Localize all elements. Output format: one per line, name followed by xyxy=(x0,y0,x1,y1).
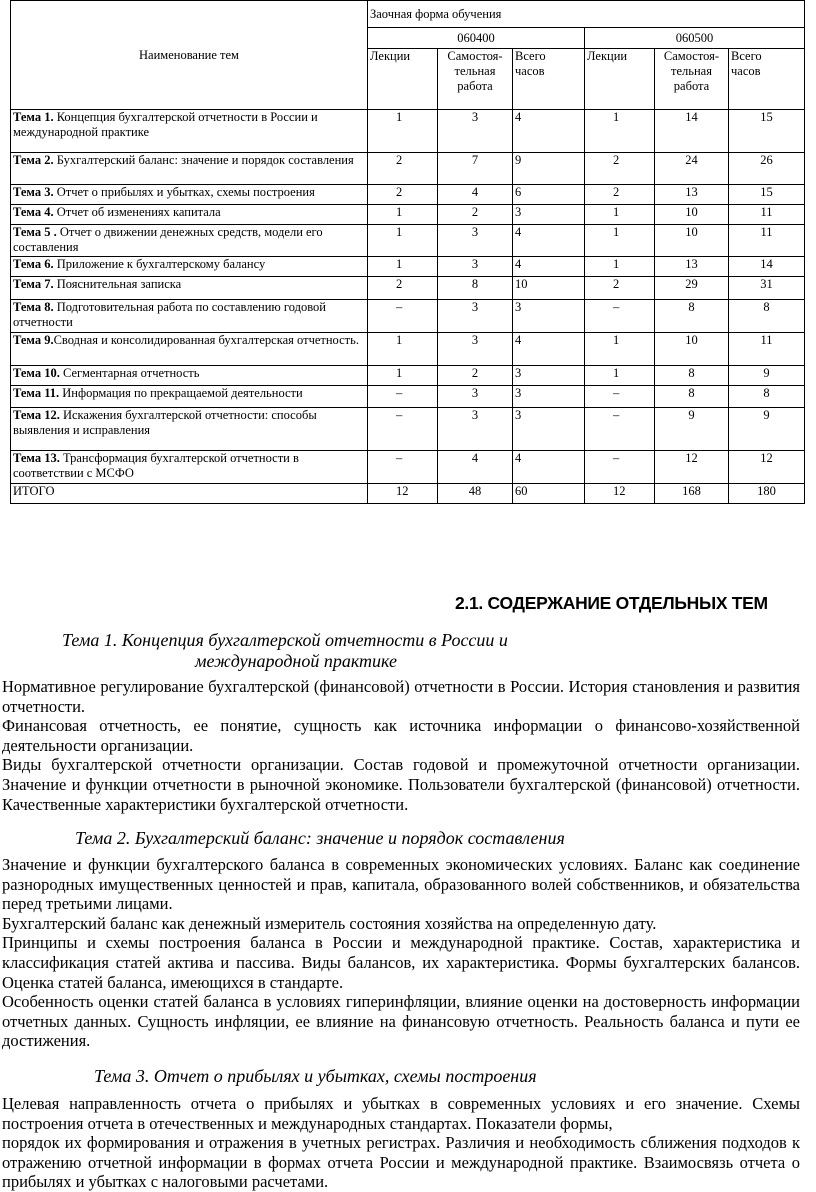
header-study-form: Заочная форма обучения xyxy=(368,1,805,28)
hours-cell: 8 xyxy=(655,300,729,333)
topic-title: Пояснительная записка xyxy=(53,277,182,291)
topic1-title-line2: международной практике xyxy=(195,651,397,671)
hours-cell: 3 xyxy=(438,408,513,451)
hours-cell: 4 xyxy=(513,451,585,484)
topic-number: Тема 3. xyxy=(13,185,54,199)
hours-cell: 4 xyxy=(513,333,585,366)
hours-cell: 1 xyxy=(585,205,655,225)
header-topic-name: Наименование тем xyxy=(11,1,368,110)
hours-cell: 29 xyxy=(655,277,729,300)
paragraph: Финансовая отчетность, ее понятие, сущность как источника информации о финансово-хозяйственной деятельности организации. xyxy=(2,716,800,755)
table-row xyxy=(11,386,805,408)
hours-cell: 31 xyxy=(729,277,805,300)
topic-name-cell xyxy=(11,225,368,257)
hours-table xyxy=(10,0,805,504)
header-self-study: Самостоя- тельная работа xyxy=(655,49,729,110)
header-total-hours: Всего часов xyxy=(729,49,805,110)
topic-number: Тема 4. xyxy=(13,205,54,219)
hours-cell: 3 xyxy=(438,300,513,333)
hours-cell: – xyxy=(368,300,438,333)
hours-cell: – xyxy=(368,451,438,484)
paragraph: порядок их формирования и отражения в учетных регистрах. Различия и необходимость сближения подходов к отражению отчетной информации в формах отчета России и международной практике. Взаимосвязь отчета о прибылях и убытках с налоговыми расчетами. xyxy=(2,1133,800,1192)
hours-cell: 3 xyxy=(438,333,513,366)
topic-number: Тема 2. xyxy=(13,153,54,167)
hours-cell: 12 xyxy=(729,451,805,484)
table-row xyxy=(11,333,805,366)
total-hours-cell: 48 xyxy=(438,484,513,504)
hours-cell: 1 xyxy=(585,257,655,277)
header-lectures: Лекции xyxy=(585,49,655,110)
topic-name-cell xyxy=(11,110,368,153)
hours-cell: 10 xyxy=(655,205,729,225)
paragraph: Целевая направленность отчета о прибылях и убытках в современных условиях и его значение. Схемы построения отчета в отечественных и международных стандартах. Показатели формы, xyxy=(2,1094,800,1133)
hours-cell: 8 xyxy=(655,366,729,386)
header-total-hours: Всего часов xyxy=(513,49,585,110)
hours-cell: 13 xyxy=(655,185,729,205)
topic1-body xyxy=(2,677,800,814)
hours-cell: – xyxy=(585,408,655,451)
hours-cell: 10 xyxy=(513,277,585,300)
topic-number: Тема 8. xyxy=(13,300,54,314)
table-row xyxy=(11,153,805,185)
topic-title: Сегментарная отчетность xyxy=(59,366,200,380)
total-label: ИТОГО xyxy=(11,484,368,504)
topic-name-cell xyxy=(11,277,368,300)
topic-title: Бухгалтерский баланс: значение и порядок составления xyxy=(53,153,354,167)
topic1-title-line1: Тема 1. Концепция бухгалтерской отчетности в России и xyxy=(62,630,508,650)
hours-cell: 3 xyxy=(513,408,585,451)
table-row xyxy=(11,408,805,451)
topic2-body xyxy=(2,855,800,1051)
hours-cell: 3 xyxy=(438,110,513,153)
hours-cell: 4 xyxy=(438,185,513,205)
topic-number: Тема 1. xyxy=(13,110,54,124)
table-row xyxy=(11,300,805,333)
hours-cell: 2 xyxy=(368,153,438,185)
hours-cell: 12 xyxy=(655,451,729,484)
topic-number: Тема 12. xyxy=(13,408,60,422)
hours-cell: 8 xyxy=(438,277,513,300)
hours-cell: 11 xyxy=(729,225,805,257)
topic-name-cell xyxy=(11,451,368,484)
topic-title: Искажения бухгалтерской отчетности: способы выявления и исправления xyxy=(13,408,317,437)
paragraph: Нормативное регулирование бухгалтерской (финансовой) отчетности в России. История становления и развития отчетности. xyxy=(2,677,800,716)
hours-cell: 11 xyxy=(729,333,805,366)
topic3-title: Тема 3. Отчет о прибылях и убытках, схемы построения xyxy=(94,1066,537,1086)
topic-name-cell xyxy=(11,408,368,451)
table-row xyxy=(11,451,805,484)
hours-cell: 2 xyxy=(585,185,655,205)
hours-cell: 10 xyxy=(655,333,729,366)
hours-cell: 2 xyxy=(585,277,655,300)
hours-cell: 8 xyxy=(729,386,805,408)
hours-cell: 1 xyxy=(368,225,438,257)
hours-cell: – xyxy=(585,451,655,484)
hours-cell: 24 xyxy=(655,153,729,185)
table-row xyxy=(11,225,805,257)
hours-cell: 26 xyxy=(729,153,805,185)
topic1-title xyxy=(62,630,582,672)
topic-title: Отчет об изменениях капитала xyxy=(53,205,221,219)
topic2-title: Тема 2. Бухгалтерский баланс: значение и порядок составления xyxy=(75,828,565,848)
topic-number: Тема 13. xyxy=(13,451,60,465)
hours-cell: 8 xyxy=(655,386,729,408)
topic-name-cell xyxy=(11,257,368,277)
topic-title: Информация по прекращаемой деятельности xyxy=(59,386,303,400)
hours-cell: 3 xyxy=(513,366,585,386)
total-row xyxy=(11,484,805,504)
topic-title: Подготовительная работа по составлению годовой отчетности xyxy=(13,300,326,329)
topic-number: Тема 7. xyxy=(13,277,54,291)
hours-cell: 3 xyxy=(513,205,585,225)
hours-cell: 14 xyxy=(729,257,805,277)
hours-cell: 9 xyxy=(655,408,729,451)
hours-cell: 1 xyxy=(368,366,438,386)
hours-cell: 1 xyxy=(368,110,438,153)
section-title: 2.1. СОДЕРЖАНИЕ ОТДЕЛЬНЫХ ТЕМ xyxy=(455,593,768,613)
hours-cell: 3 xyxy=(438,225,513,257)
table-row xyxy=(11,277,805,300)
topic-title: Трансформация бухгалтерской отчетности в соответствии с МСФО xyxy=(13,451,299,480)
header-code-1: 060400 xyxy=(368,28,585,49)
hours-cell: 3 xyxy=(513,300,585,333)
paragraph: Особенность оценки статей баланса в условиях гиперинфляции, влияние оценки на достоверность информации отчетных данных. Сущность инфляции, ее влияние на финансовую отчетность. Реальность баланса и пути ее достижения. xyxy=(2,992,800,1051)
topic-number: Тема 6. xyxy=(13,257,54,271)
hours-cell: 9 xyxy=(729,408,805,451)
hours-cell: 7 xyxy=(438,153,513,185)
header-code-2: 060500 xyxy=(585,28,805,49)
hours-cell: – xyxy=(585,386,655,408)
hours-cell: 2 xyxy=(438,205,513,225)
hours-cell: 10 xyxy=(655,225,729,257)
topic-title: Отчет о движении денежных средств, модели его составления xyxy=(13,225,323,254)
topic-name-cell xyxy=(11,153,368,185)
topic-number: Тема 5 . xyxy=(13,225,57,239)
hours-cell: 4 xyxy=(513,257,585,277)
hours-cell: 15 xyxy=(729,110,805,153)
table-row xyxy=(11,110,805,153)
table-row xyxy=(11,257,805,277)
hours-cell: 8 xyxy=(729,300,805,333)
topic-title: Отчет о прибылях и убытках, схемы построения xyxy=(53,185,315,199)
paragraph: Бухгалтерский баланс как денежный измеритель состояния хозяйства на определенную дату. xyxy=(2,913,657,933)
total-hours-cell: 60 xyxy=(513,484,585,504)
hours-cell: 9 xyxy=(729,366,805,386)
hours-cell: 11 xyxy=(729,205,805,225)
hours-cell: 1 xyxy=(368,205,438,225)
total-hours-cell: 12 xyxy=(368,484,438,504)
hours-cell: 14 xyxy=(655,110,729,153)
topic-name-cell xyxy=(11,185,368,205)
hours-cell: 9 xyxy=(513,153,585,185)
hours-cell: – xyxy=(368,386,438,408)
total-hours-cell: 12 xyxy=(585,484,655,504)
hours-cell: 1 xyxy=(585,110,655,153)
topic-name-cell xyxy=(11,366,368,386)
paragraph: Значение и функции бухгалтерского баланса в современных экономических условиях. Баланс как соединение разнородных имущественных ценностей и прав, капитала, образованного волей собственников, и обязательства перед третьими лицами. xyxy=(2,855,800,914)
hours-cell: 2 xyxy=(368,185,438,205)
hours-cell: 3 xyxy=(513,386,585,408)
hours-cell: – xyxy=(368,408,438,451)
topic3-body xyxy=(2,1094,800,1192)
topic-name-cell xyxy=(11,300,368,333)
paragraph: Принципы и схемы построения баланса в России и международной практике. Состав, характеристика и классификация статей актива и пассива. Виды балансов, их характеристика. Формы бухгалтерских балансов. Оценка статей баланса, имеющихся в стандарте. xyxy=(2,933,800,992)
table-row xyxy=(11,366,805,386)
hours-cell: 1 xyxy=(368,257,438,277)
hours-cell: 2 xyxy=(585,153,655,185)
hours-cell: 1 xyxy=(585,225,655,257)
hours-cell: 1 xyxy=(585,333,655,366)
header-self-study: Самостоя- тельная работа xyxy=(438,49,513,110)
hours-cell: 3 xyxy=(438,257,513,277)
topic-number: Тема 9. xyxy=(13,333,54,347)
topic-name-cell xyxy=(11,386,368,408)
hours-cell: 4 xyxy=(438,451,513,484)
header-lectures: Лекции xyxy=(368,49,438,110)
topic-title: Сводная и консолидированная бухгалтерская отчетность. xyxy=(53,333,359,347)
table-row xyxy=(11,185,805,205)
hours-cell: 4 xyxy=(513,110,585,153)
table-row xyxy=(11,205,805,225)
topic-name-cell xyxy=(11,333,368,366)
hours-cell: 13 xyxy=(655,257,729,277)
hours-cell: – xyxy=(585,300,655,333)
topic-title: Приложение к бухгалтерскому балансу xyxy=(53,257,266,271)
paragraph: Виды бухгалтерской отчетности организации. Состав годовой и промежуточной отчетности организации. Значение и функции отчетности в рыночной экономике. Пользователи бухгалтерской (финансовой) отчетности. Качественные характеристики бухгалтерской отчетности. xyxy=(2,755,800,814)
hours-cell: 1 xyxy=(368,333,438,366)
topic-name-cell xyxy=(11,205,368,225)
hours-cell: 6 xyxy=(513,185,585,205)
topic-number: Тема 11. xyxy=(13,386,60,400)
hours-cell: 4 xyxy=(513,225,585,257)
hours-cell: 2 xyxy=(438,366,513,386)
hours-cell: 2 xyxy=(368,277,438,300)
hours-cell: 15 xyxy=(729,185,805,205)
total-hours-cell: 180 xyxy=(729,484,805,504)
hours-cell: 3 xyxy=(438,386,513,408)
topic-number: Тема 10. xyxy=(13,366,60,380)
hours-cell: 1 xyxy=(585,366,655,386)
total-hours-cell: 168 xyxy=(655,484,729,504)
topic-title: Концепция бухгалтерской отчетности в России и международной практике xyxy=(13,110,318,139)
